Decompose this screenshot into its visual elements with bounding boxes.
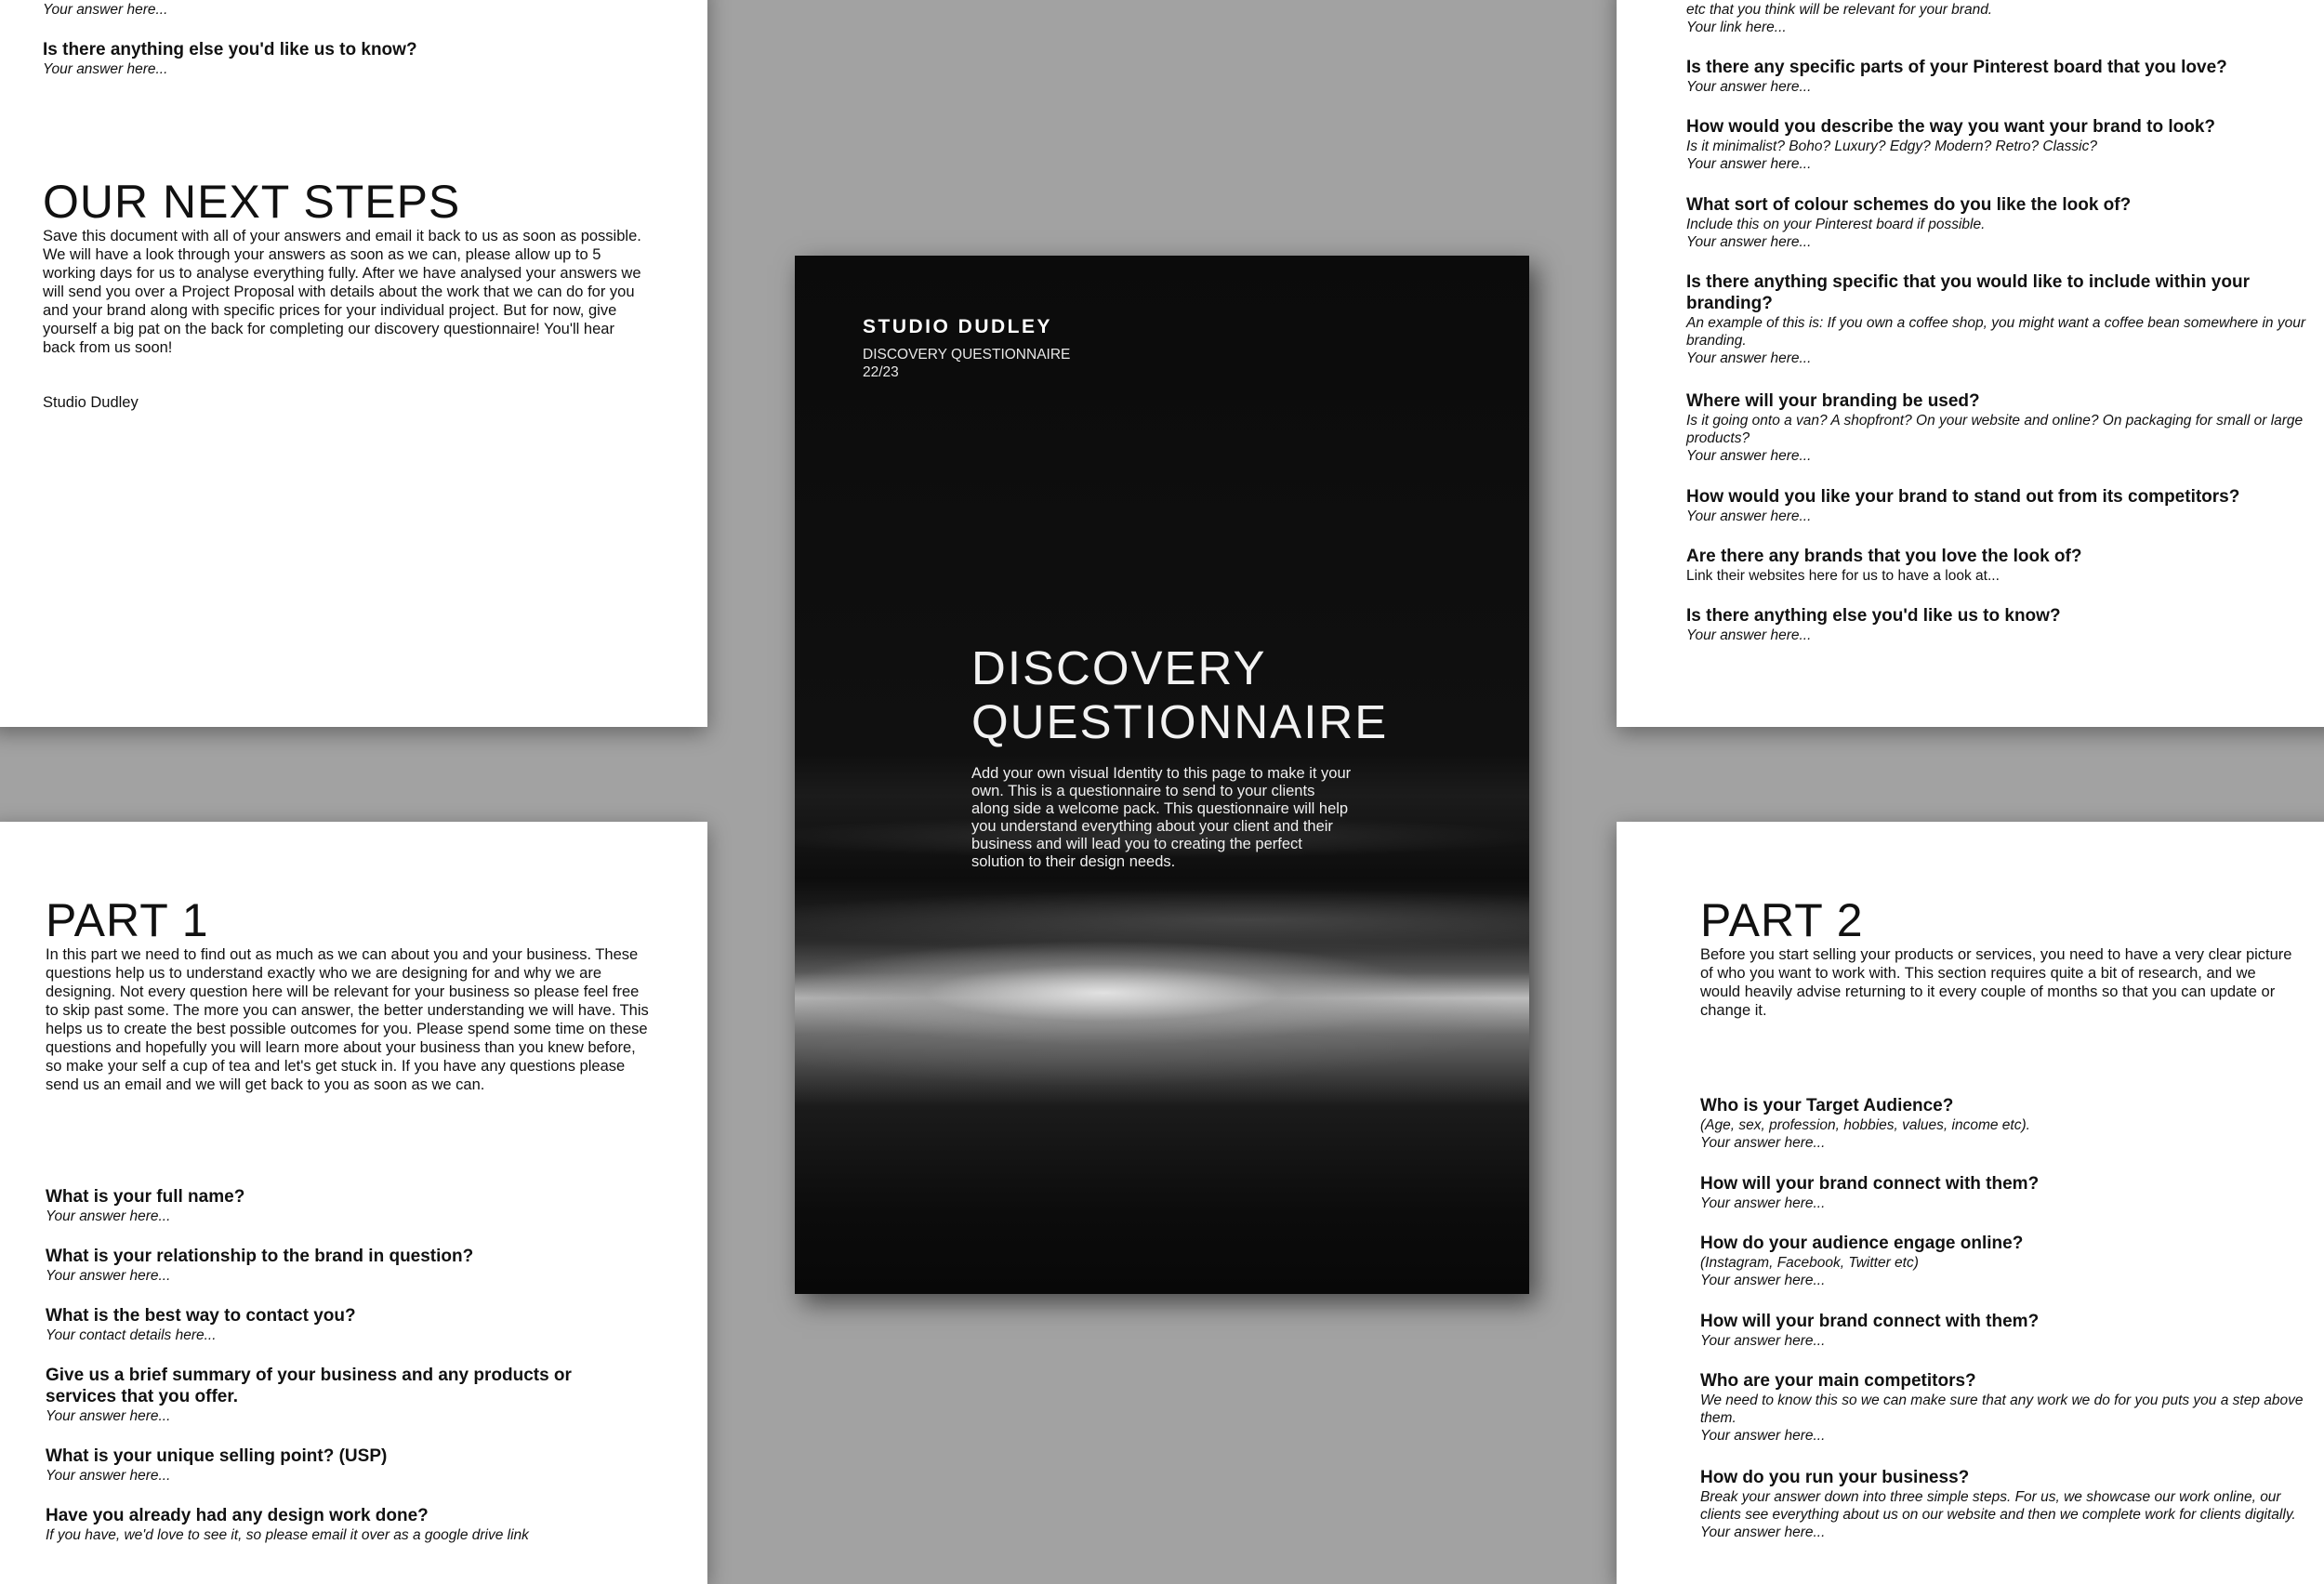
page-part-1 <box>0 822 707 1584</box>
cover-year: 22/23 <box>863 364 899 380</box>
answer-placeholder: Your answer here... <box>1700 1333 1826 1349</box>
question-block <box>1700 1467 2304 1541</box>
answer-placeholder: Your answer here... <box>1686 234 1812 250</box>
question-hint: Include this on your Pinterest board if possible. <box>1686 217 1986 232</box>
question-hint: An example of this is: If you own a coffee shop, you might want a coffee bean somewhere in your branding. <box>1686 315 2306 349</box>
question-block <box>1700 1173 2314 1212</box>
cover-subtitle-block <box>863 346 1070 381</box>
answer-placeholder: Your answer here... <box>1686 448 1812 464</box>
cover-page <box>795 256 1529 1294</box>
answer-placeholder: Your answer here... <box>1686 350 1812 366</box>
answer-placeholder: Your answer here... <box>46 1468 171 1484</box>
question-text: What is the best way to contact you? <box>46 1306 356 1326</box>
question-text: Give us a brief summary of your business and any products or services that you offer. <box>46 1366 572 1406</box>
cover-title-line: QUESTIONNAIRE <box>971 695 1389 748</box>
question-text: Who are your main competitors? <box>1700 1371 1976 1391</box>
question-text: Is there anything specific that you would like to include within your branding? <box>1686 272 2250 313</box>
question-hint: If you have, we'd love to see it, so please email it over as a google drive link <box>46 1527 529 1543</box>
question-block <box>1686 486 2318 525</box>
prev-hint: etc that you think will be relevant for your brand. <box>1686 2 1993 18</box>
signature: Studio Dudley <box>43 394 139 411</box>
answer-placeholder: Your answer here... <box>1686 627 1812 643</box>
question-hint: Is it going onto a van? A shopfront? On your website and online? On packaging for small or large products? <box>1686 413 2304 446</box>
answer-placeholder: Your answer here... <box>46 1268 171 1284</box>
section-body: Save this document with all of your answers and email it back to us as soon as possible. We will have a look through your answers as soon as we can, please allow up to 5 working days for us to analyse everything fully. After we have analysed your answers we will send you over a Project Proposal with details about the work that we can do for you and your brand along with specific prices for your individual project. But for now, give yourself a big pat on the back for completing our discovery questionnaire! You'll hear back from us soon! <box>43 228 641 356</box>
cover-title <box>971 641 1388 749</box>
question-text: Who is your Target Audience? <box>1700 1096 1954 1115</box>
question-text: Have you already had any design work done? <box>46 1506 429 1525</box>
section-heading: OUR NEXT STEPS <box>43 176 461 228</box>
cover-subtitle: DISCOVERY QUESTIONNAIRE <box>863 347 1071 363</box>
question-block <box>43 39 417 78</box>
page-brand-style <box>1617 0 2324 727</box>
question-hint: Is it minimalist? Boho? Luxury? Edgy? Modern? Retro? Classic? <box>1686 139 2097 154</box>
prev-answer: Your link here... <box>1686 20 1787 35</box>
section-body: In this part we need to find out as much as we can about you and your business. These questions help us to understand exactly who we are designing for and why we are designing. Not every question here will be relevant for your business so please feel free to skip past some. The more you can answer, the better understanding we will have. This helps us to create the best possible outcomes for you. Please spend some time on these questions and hopefully you will learn more about your business than you knew before, so make your self a cup of tea and let's get stuck in. If you have any questions please send us an email and we will get back to you as soon as we can. <box>46 946 649 1093</box>
question-text: Where will your branding be used? <box>1686 391 1980 411</box>
question-block <box>1686 116 2309 173</box>
question-text: Is there anything else you'd like us to know? <box>1686 606 2061 626</box>
question-text: How do your audience engage online? <box>1700 1234 2024 1253</box>
cover-description: Add your own visual Identity to this page to make it your own. This is a questionnaire to send to your clients along side a welcome pack. This questionnaire will help you understand everything about your client and their business and will lead you to creating the perfect solution to their design needs. <box>971 765 1352 870</box>
answer-placeholder: Your answer here... <box>1700 1525 1826 1540</box>
question-text: How will your brand connect with them? <box>1700 1174 2040 1194</box>
question-block <box>1686 57 2309 96</box>
question-text: What is your unique selling point? (USP) <box>46 1446 388 1466</box>
question-text: What is your full name? <box>46 1187 245 1207</box>
answer-placeholder: Your answer here... <box>1686 79 1812 95</box>
question-block <box>46 1246 659 1285</box>
question-block <box>46 1305 659 1344</box>
question-hint: (Instagram, Facebook, Twitter etc) <box>1700 1255 1919 1271</box>
answer-placeholder: Your answer here... <box>1686 156 1812 172</box>
section-body: Before you start selling your products or services, you need to have a very clear picture of who you want to work with. This section requires quite a bit of research, and we would heavily advise returning to it every couple of months so that you can update or change it. <box>1700 946 2292 1019</box>
section-heading: PART 1 <box>46 894 209 946</box>
answer-placeholder: Your answer here... <box>1700 1273 1826 1288</box>
page-part-2 <box>1617 822 2324 1584</box>
question-block <box>1686 390 2309 465</box>
section-heading: PART 2 <box>1700 894 1864 946</box>
question-text: How would you describe the way you want your brand to look? <box>1686 117 2215 137</box>
question-block <box>1700 1311 2314 1350</box>
answer-placeholder: Your answer here... <box>43 61 168 77</box>
question-block <box>46 1505 678 1544</box>
question-text: What sort of colour schemes do you like the look of? <box>1686 195 2132 215</box>
cover-title-line: DISCOVERY <box>971 641 1267 694</box>
question-hint: (Age, sex, profession, hobbies, values, income etc). <box>1700 1117 2030 1133</box>
prev-answer: Your answer here... <box>43 2 168 18</box>
question-text: What is your relationship to the brand in question? <box>46 1247 474 1266</box>
question-hint: We need to know this so we can make sure that any work we do for you puts you a step above them. <box>1700 1393 2304 1426</box>
answer-placeholder: Link their websites here for us to have a look at... <box>1686 568 2000 584</box>
question-text: How will your brand connect with them? <box>1700 1312 2040 1331</box>
question-block <box>1700 1095 2314 1152</box>
answer-placeholder: Your answer here... <box>1686 508 1812 524</box>
question-text: Is there anything else you'd like us to know? <box>43 40 417 59</box>
answer-placeholder: Your answer here... <box>1700 1135 1826 1151</box>
answer-placeholder: Your answer here... <box>46 1408 171 1424</box>
question-block <box>46 1365 640 1425</box>
question-text: How would you like your brand to stand out from its competitors? <box>1686 487 2240 507</box>
question-block <box>46 1445 659 1485</box>
question-text: Are there any brands that you love the look of? <box>1686 547 2082 566</box>
question-block <box>1686 605 2309 644</box>
question-hint: Break your answer down into three simple steps. For us, we showcase our work online, our clients see everything about us on our website and then we complete work for clients digitally. <box>1700 1489 2296 1523</box>
question-block <box>1686 271 2309 367</box>
answer-placeholder: Your answer here... <box>46 1208 171 1224</box>
answer-placeholder: Your contact details here... <box>46 1327 217 1343</box>
page-next-steps <box>0 0 707 727</box>
question-block <box>1686 546 2309 585</box>
question-block <box>1686 194 2309 251</box>
question-block <box>1700 1370 2304 1445</box>
question-block <box>46 1186 659 1225</box>
brand-name: STUDIO DUDLEY <box>863 316 1053 337</box>
answer-placeholder: Your answer here... <box>1700 1195 1826 1211</box>
answer-placeholder: Your answer here... <box>1700 1428 1826 1444</box>
question-text: How do you run your business? <box>1700 1468 1970 1487</box>
question-text: Is there any specific parts of your Pinterest board that you love? <box>1686 58 2227 77</box>
question-block <box>1700 1233 2314 1289</box>
